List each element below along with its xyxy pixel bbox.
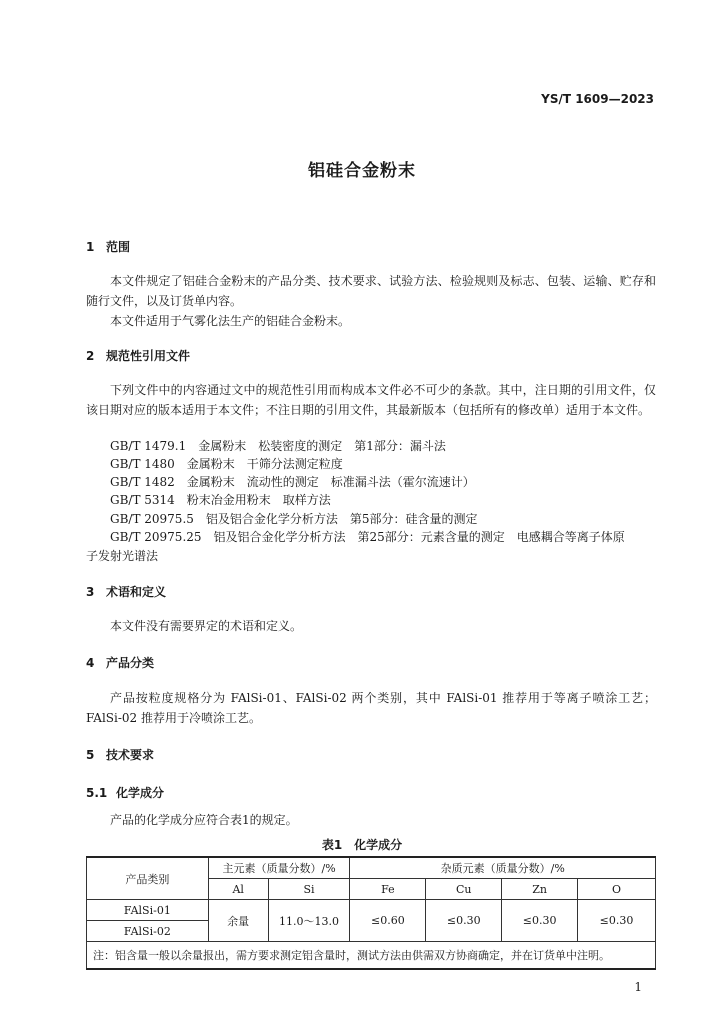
header-element-fe: Fe [350, 879, 426, 900]
product-name: FAlSi-02 [87, 921, 209, 942]
section-number: 4 [86, 656, 95, 670]
reference-item: GB/T 1480 金属粉末 干筛分法测定粒度 [110, 457, 343, 471]
section-title: 规范性引用文件 [106, 349, 191, 363]
header-element-al: Al [208, 879, 268, 900]
section-title: 技术要求 [106, 748, 155, 762]
header-element-cu: Cu [426, 879, 502, 900]
page-number: 1 [634, 980, 642, 994]
reference-item: GB/T 20975.25 铝及铝合金化学分析方法 第25部分：元素含量的测定 电感耦合等离子体原 [110, 530, 625, 544]
section-5-heading [86, 746, 154, 763]
header-product-category: 产品类别 [87, 857, 209, 900]
section-number: 1 [86, 240, 95, 254]
section-4-heading [86, 654, 154, 671]
section-3-heading [86, 583, 166, 600]
section-1-paragraph-2: 本文件适用于气雾化法生产的铝硅合金粉末。 [110, 314, 351, 328]
reference-item: GB/T 1479.1 金属粉末 松装密度的测定 第1部分：漏斗法 [110, 439, 446, 453]
header-element-zn: Zn [502, 879, 578, 900]
header-element-si: Si [268, 879, 350, 900]
section-5-1-heading [86, 784, 164, 801]
section-number: 2 [86, 349, 95, 363]
value-si: 11.0～13.0 [268, 900, 350, 942]
document-code: YS/T 1609—2023 [541, 92, 654, 106]
section-title: 术语和定义 [106, 585, 167, 599]
header-main-elements: 主元素（质量分数）/% [208, 857, 350, 879]
value-o: ≤0.30 [578, 900, 656, 942]
table-note-row [87, 942, 656, 970]
table-caption: 表1 化学成分 [321, 838, 403, 852]
value-fe: ≤0.60 [350, 900, 426, 942]
table-header-row [87, 857, 656, 879]
document-title: 铝硅合金粉末 [308, 161, 416, 181]
value-zn: ≤0.30 [502, 900, 578, 942]
table-row [87, 900, 656, 921]
reference-item: GB/T 5314 粉末冶金用粉末 取样方法 [110, 493, 331, 507]
reference-item-continuation: 子发射光谱法 [86, 549, 159, 563]
header-element-o: O [578, 879, 656, 900]
reference-item: GB/T 1482 金属粉末 流动性的测定 标准漏斗法（霍尔流速计） [110, 475, 475, 489]
section-1-paragraph-1: 本文件规定了铝硅合金粉末的产品分类、技术要求、试验方法、检验规则及标志、包装、运输、贮存和随行文件，以及订货单内容。 [86, 274, 656, 308]
chemical-composition-table [86, 856, 656, 970]
section-number: 5 [86, 748, 95, 762]
section-2-heading [86, 347, 190, 364]
section-title: 范围 [106, 240, 131, 254]
section-number: 5.1 [86, 786, 108, 800]
section-number: 3 [86, 585, 95, 599]
value-cu: ≤0.30 [426, 900, 502, 942]
header-impurity-elements: 杂质元素（质量分数）/% [350, 857, 656, 879]
section-3-paragraph-1: 本文件没有需要界定的术语和定义。 [110, 619, 303, 633]
table-note: 注：铝含量一般以余量报出，需方要求测定铝含量时，测试方法由供需双方协商确定，并在订货单中注明。 [87, 942, 656, 970]
section-title: 化学成分 [116, 786, 165, 800]
reference-item: GB/T 20975.5 铝及铝合金化学分析方法 第5部分：硅含量的测定 [110, 512, 478, 526]
product-name: FAlSi-01 [87, 900, 209, 921]
section-2-paragraph-1: 下列文件中的内容通过文中的规范性引用而构成本文件必不可少的条款。其中，注日期的引用文件，仅该日期对应的版本适用于本文件；不注日期的引用文件，其最新版本（包括所有的修改单）适用于本文件。 [86, 383, 656, 417]
section-title: 产品分类 [106, 656, 155, 670]
value-al: 余量 [208, 900, 268, 942]
section-1-heading [86, 238, 130, 255]
section-4-paragraph-1: 产品按粒度规格分为 FAlSi-01、FAlSi-02 两个类别，其中 FAlSi-01 推荐用于等离子喷涂工艺；FAlSi-02 推荐用于冷喷涂工艺。 [86, 691, 656, 725]
section-5-1-paragraph-1: 产品的化学成分应符合表1的规定。 [110, 813, 298, 827]
